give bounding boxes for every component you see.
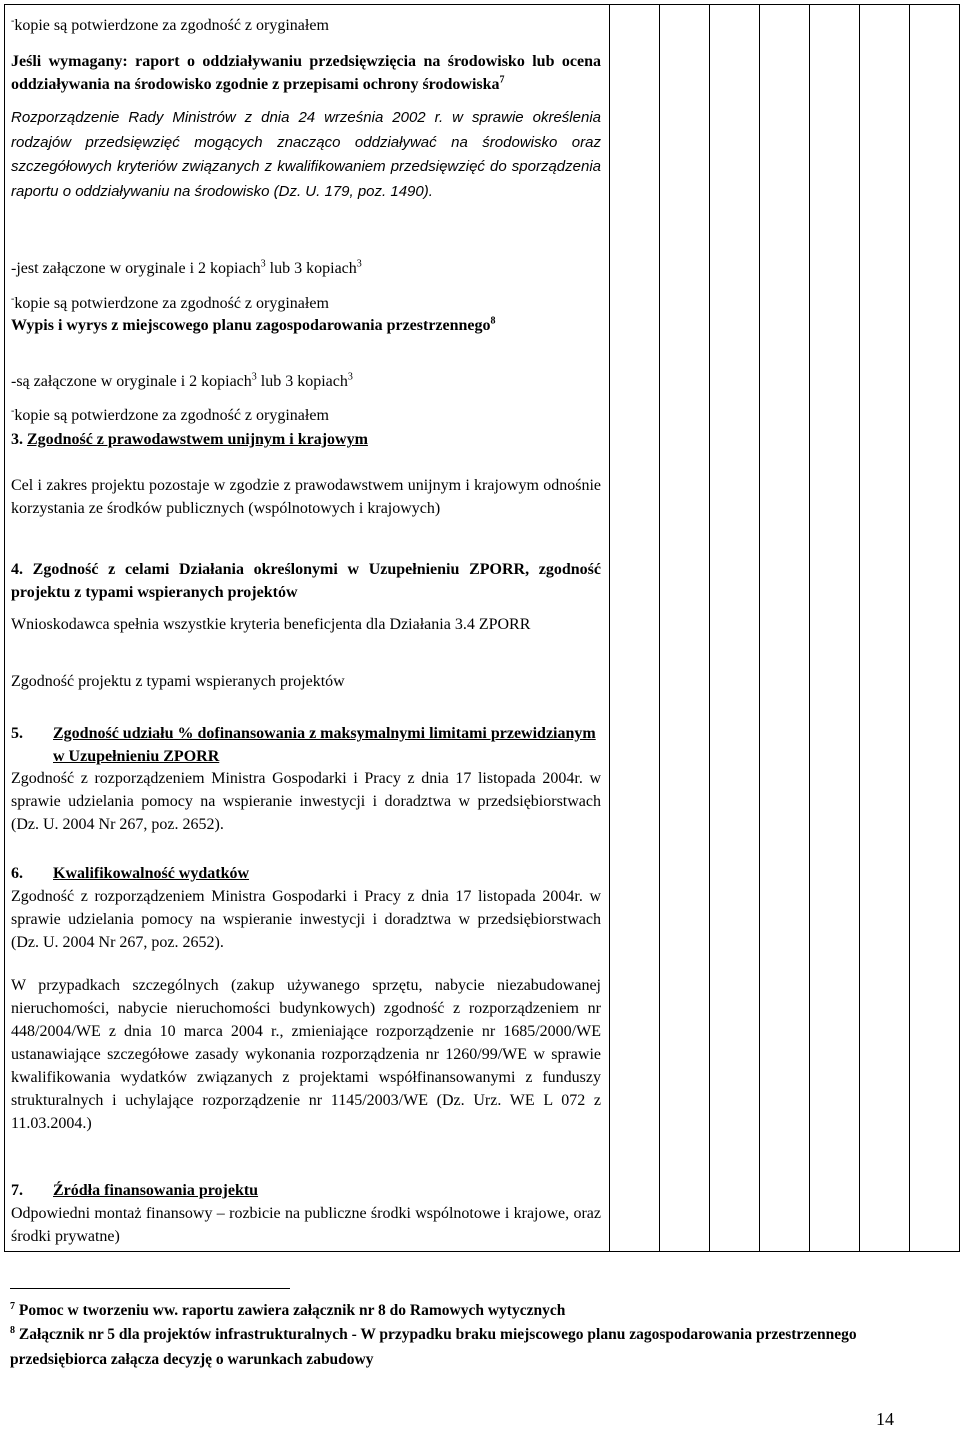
section-4-body: Wnioskodawca spełnia wszystkie kryteria beneficjenta dla Działania 3.4 ZPORR [11, 616, 531, 633]
section-4-types: Zgodność projektu z typami wspieranych projektów [11, 673, 345, 690]
footnote: $^7$ Pomoc w tworzeniu ww. raportu zawiera załącznik nr 8 do Ramowych wytycznych [10, 1300, 566, 1319]
score-cell [810, 5, 860, 1252]
attachment-note: -są załączone w oryginale i 2 kopiach$^3$ lub 3 kopiach$^3$ [11, 371, 353, 390]
section-5-title: 5. Zgodność udziału % dofinansowania z maksymalnymi limitami przewidzianym w Uzupełnieniu ZPORR [11, 725, 596, 765]
section-7-title: 7. Źródła finansowania projektu [11, 1182, 259, 1199]
score-cell [610, 5, 660, 1252]
environment-report-heading: Jeśli wymagany: raport o oddziaływaniu przedsięwzięcia na środowisko lub ocena oddziaływania na środowisko zgodnie z przepisami ochrony środowiska$^7$ [11, 53, 601, 93]
footnote: $^8$ Załącznik nr 5 dla projektów infrastrukturalnych - W przypadku braku miejscowego planu zagospodarowania przestrzennego przedsiębiorca załącza decyzję o warunkach zabudowy [10, 1324, 857, 1368]
page-number: 14 [876, 1409, 894, 1429]
section-6-body: Zgodność z rozporządzeniem Ministra Gospodarki i Pracy z dnia 17 listopada 2004r. w sprawie udzielania pomocy na wspieranie inwestycji i doradztwa w przedsiębiorstwach (Dz. U. 2004 Nr 267, poz. 2652). [11, 888, 601, 951]
checklist-table [4, 4, 960, 1252]
copies-note: -kopie są potwierdzone za zgodność z oryginałem [11, 15, 329, 34]
section-6-title: 6. Kwalifikowalność wydatków [11, 865, 250, 882]
score-cell [710, 5, 760, 1252]
attachment-note: -jest załączone w oryginale i 2 kopiach$^3$ lub 3 kopiach$^3$ [11, 258, 362, 277]
copies-note: -kopie są potwierdzone za zgodność z oryginałem [11, 405, 329, 424]
criteria-cell [5, 5, 610, 1252]
footnote-separator [10, 1288, 290, 1289]
section-3-body: Cel i zakres projektu pozostaje w zgodzie z prawodawstwem unijnym i krajowym odnośnie korzystania ze środków publicznych (wspólnotowych i krajowych) [11, 477, 601, 517]
score-cell [660, 5, 710, 1252]
environment-regulation: Rozporządzenie Rady Ministrów z dnia 24 września 2002 r. w sprawie określenia rodzajów przedsięwzięć mogących znacząco oddziaływać na środowisko oraz szczegółowych kryteriów związanych z kwalifikowaniem przedsięwzięć do sporządzenia raportu o oddziaływaniu na środowisko (Dz. U. 179, poz. 1490). [11, 109, 601, 200]
copies-note: -kopie są potwierdzone za zgodność z oryginałem [11, 293, 329, 312]
section-4-title: 4. Zgodność z celami Działania określonymi w Uzupełnieniu ZPORR, zgodność projektu z typami wspieranych projektów [11, 561, 601, 601]
score-cell [760, 5, 810, 1252]
score-cell [860, 5, 910, 1252]
section-5-body: Zgodność z rozporządzeniem Ministra Gospodarki i Pracy z dnia 17 listopada 2004r. w sprawie udzielania pomocy na wspieranie inwestycji i doradztwa w przedsiębiorstwach (Dz. U. 2004 Nr 267, poz. 2652). [11, 770, 601, 833]
section-7-body: Odpowiedni montaż finansowy – rozbicie na publiczne środki wspólnotowe i krajowe, oraz środki prywatne) [11, 1205, 601, 1245]
zoning-plan-heading: Wypis i wyrys z miejscowego planu zagospodarowania przestrzennego$^8$ [11, 315, 496, 334]
score-cell [910, 5, 960, 1252]
section-3-title: 3. Zgodność z prawodawstwem unijnym i krajowym [11, 431, 368, 448]
section-6-special-cases: W przypadkach szczególnych (zakup używanego sprzętu, nabycie niezabudowanej nieruchomości, nabycie nieruchomości budynkowych) zgodność z rozporządzeniem nr 448/2004/WE z dnia 10 marca 2004 r., zmieniające rozporządzenie nr 1685/2000/WE ustanawiające szczegółowe zasady wykonania rozporządzenia nr 1260/99/WE w sprawie kwalifikowania wydatków związanych z projektami współfinansowanymi z funduszy strukturalnych i uchylające rozporządzenie nr 1145/2003/WE (Dz. Urz. WE L 072 z 11.03.2004.) [11, 977, 601, 1132]
